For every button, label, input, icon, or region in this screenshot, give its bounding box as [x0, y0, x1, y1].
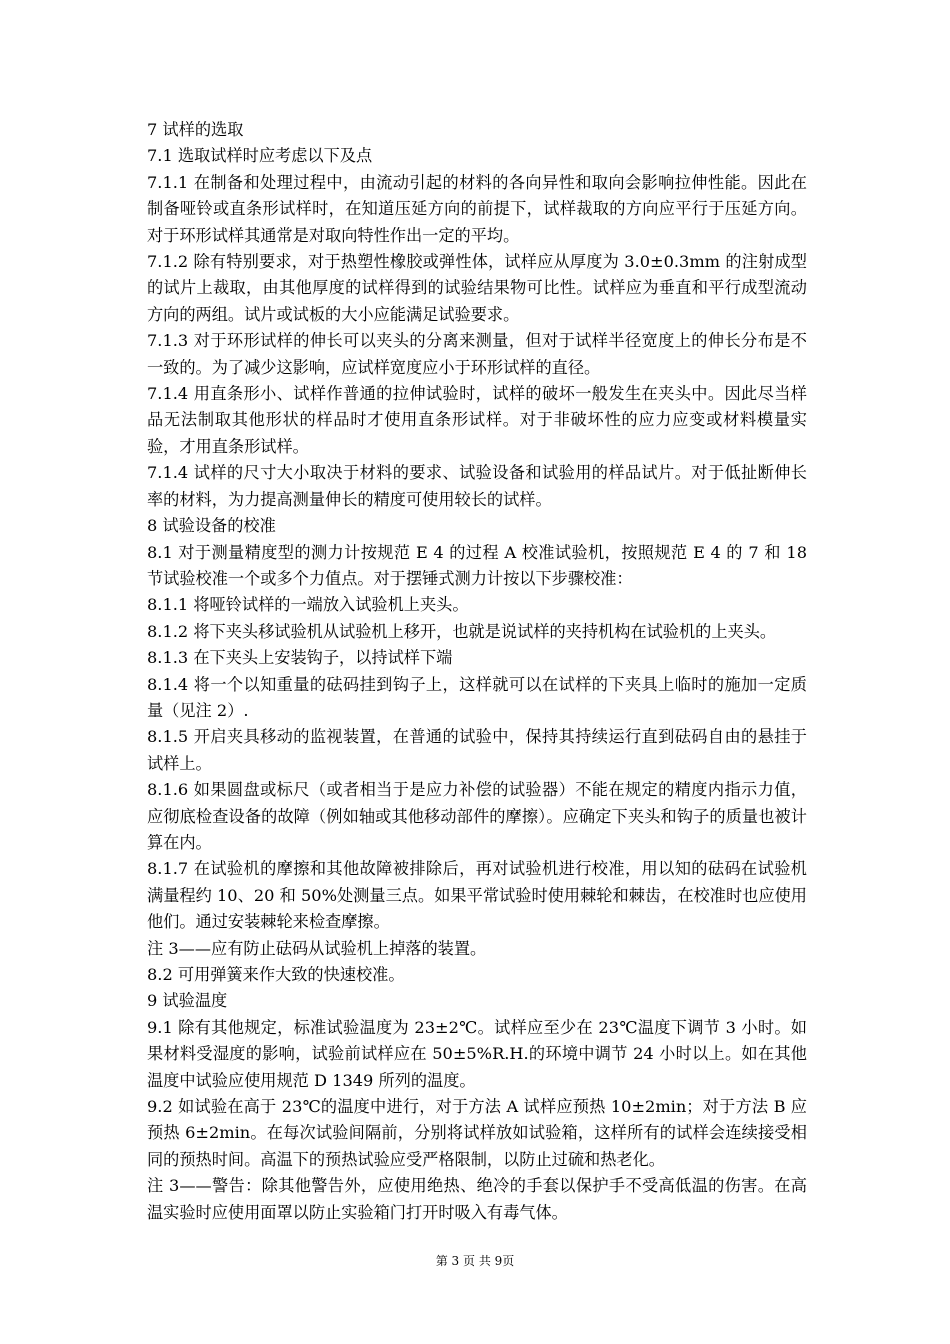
- paragraph-8-1-3: 8.1.3 在下夹头上安装钩子，以持试样下端: [147, 648, 453, 668]
- paragraph-7-1: 7.1 选取试样时应考虑以下及点: [147, 146, 373, 166]
- paragraph-8-1-5: 8.1.5 开启夹具移动的监视装置，在普通的试验中，保持其持续运行直到砝码自由的悬挂于试样上。: [147, 727, 807, 773]
- section-heading-9: 9 试验温度: [147, 991, 228, 1011]
- document-body: [147, 117, 807, 1226]
- paragraph-7-1-2: 7.1.2 除有特别要求，对于热塑性橡胶或弹性体，试样应从厚度为 3.0±0.3mm 的注射成型的试片上裁取，由其他厚度的试样得到的试验结果物可比性。试样应为垂直和平行成型流动方向的两组。试片或试板的大小应能满足试验要求。: [147, 252, 807, 324]
- section-heading-7: 7 试样的选取: [147, 120, 244, 139]
- paragraph-8-1: 8.1 对于测量精度型的测力计按规范 E 4 的过程 A 校准试验机，按照规范 E 4 的 7 和 18 节试验校准一个或多个力值点。对于摆锤式测力计按以下步骤校准：: [147, 542, 807, 588]
- paragraph-7-1-4a: 7.1.4 用直条形小、试样作普通的拉伸试验时，试样的破坏一般发生在夹头中。因此尽当样品无法制取其他形状的样品时才使用直条形试样。对于非破坏性的应力应变或材料模量实验，才用直条形试样。: [147, 384, 807, 456]
- paragraph-8-1-1: 8.1.1 将哑铃试样的一端放入试验机上夹头。: [147, 595, 469, 615]
- paragraph-7-1-1: 7.1.1 在制备和处理过程中，由流动引起的材料的各向异性和取向会影响拉伸性能。因此在制备哑铃或直条形试样时，在知道压延方向的前提下，试样裁取的方向应平行于压延方向。对于环形试样其通常是对取向特性作出一定的平均。: [147, 172, 807, 245]
- paragraph-7-1-3: 7.1.3 对于环形试样的伸长可以夹头的分离来测量，但对于试样半径宽度上的伸长分布是不一致的。为了减少这影响，应试样宽度应小于环形试样的直径。: [147, 331, 807, 377]
- paragraph-9-2: 9.2 如试验在高于 23℃的温度中进行，对于方法 A 试样应预热 10±2min；对于方法 B 应预热 6±2min。在每次试验间隔前，分别将试样放如试验箱，这样所有的试样会连续接受相同的预热时间。高温下的预热试验应受严格限制，以防止过硫和热老化。: [147, 1097, 807, 1169]
- paragraph-9-1: 9.1 除有其他规定，标准试验温度为 23±2℃。试样应至少在 23℃温度下调节 3 小时。如果材料受湿度的影响，试验前试样应在 50±5%R.H.的环境中调节 24 小时以上。如在其他温度中试验应使用规范 D 1349 所列的温度。: [147, 1017, 807, 1090]
- paragraph-8-1-7: 8.1.7 在试验机的摩擦和其他故障被排除后，再对试验机进行校准，用以知的砝码在试验机满量程约 10、20 和 50%处测量三点。如果平常试验时使用棘轮和棘齿，在校准时也应使用他们。通过安装棘轮来检查摩擦。: [147, 859, 807, 932]
- section-heading-8: 8 试验设备的校准: [147, 516, 276, 536]
- page-number-footer: 第 3 页 共 9页: [435, 1254, 515, 1268]
- paragraph-8-1-2: 8.1.2 将下夹头移试验机从试验机上移开，也就是说试样的夹持机构在试验机的上夹头。: [147, 621, 777, 641]
- paragraph-8-2: 8.2 可用弹簧来作大致的快速校准。: [147, 965, 405, 984]
- note-3-falling-weights: 注 3——应有防止砝码从试验机上掉落的装置。: [147, 938, 487, 958]
- paragraph-8-1-6: 8.1.6 如果圆盘或标尺（或者相当于是应力补偿的试验器）不能在规定的精度内指示力值，应彻底检查设备的故障（例如轴或其他移动部件的摩擦）。应确定下夹头和钩子的质量也被计算在内。: [147, 780, 807, 852]
- paragraph-7-1-4b: 7.1.4 试样的尺寸大小取决于材料的要求、试验设备和试验用的样品试片。对于低扯断伸长率的材料，为力提高测量伸长的精度可使用较长的试样。: [147, 463, 807, 509]
- paragraph-8-1-4: 8.1.4 将一个以知重量的砝码挂到钩子上，这样就可以在试样的下夹具上临时的施加一定质量（见注 2）.: [147, 674, 807, 720]
- note-3-warning: 注 3——警告：除其他警告外，应使用绝热、绝冷的手套以保护手不受高低温的伤害。在高温实验时应使用面罩以防止实验箱门打开时吸入有毒气体。: [147, 1176, 807, 1222]
